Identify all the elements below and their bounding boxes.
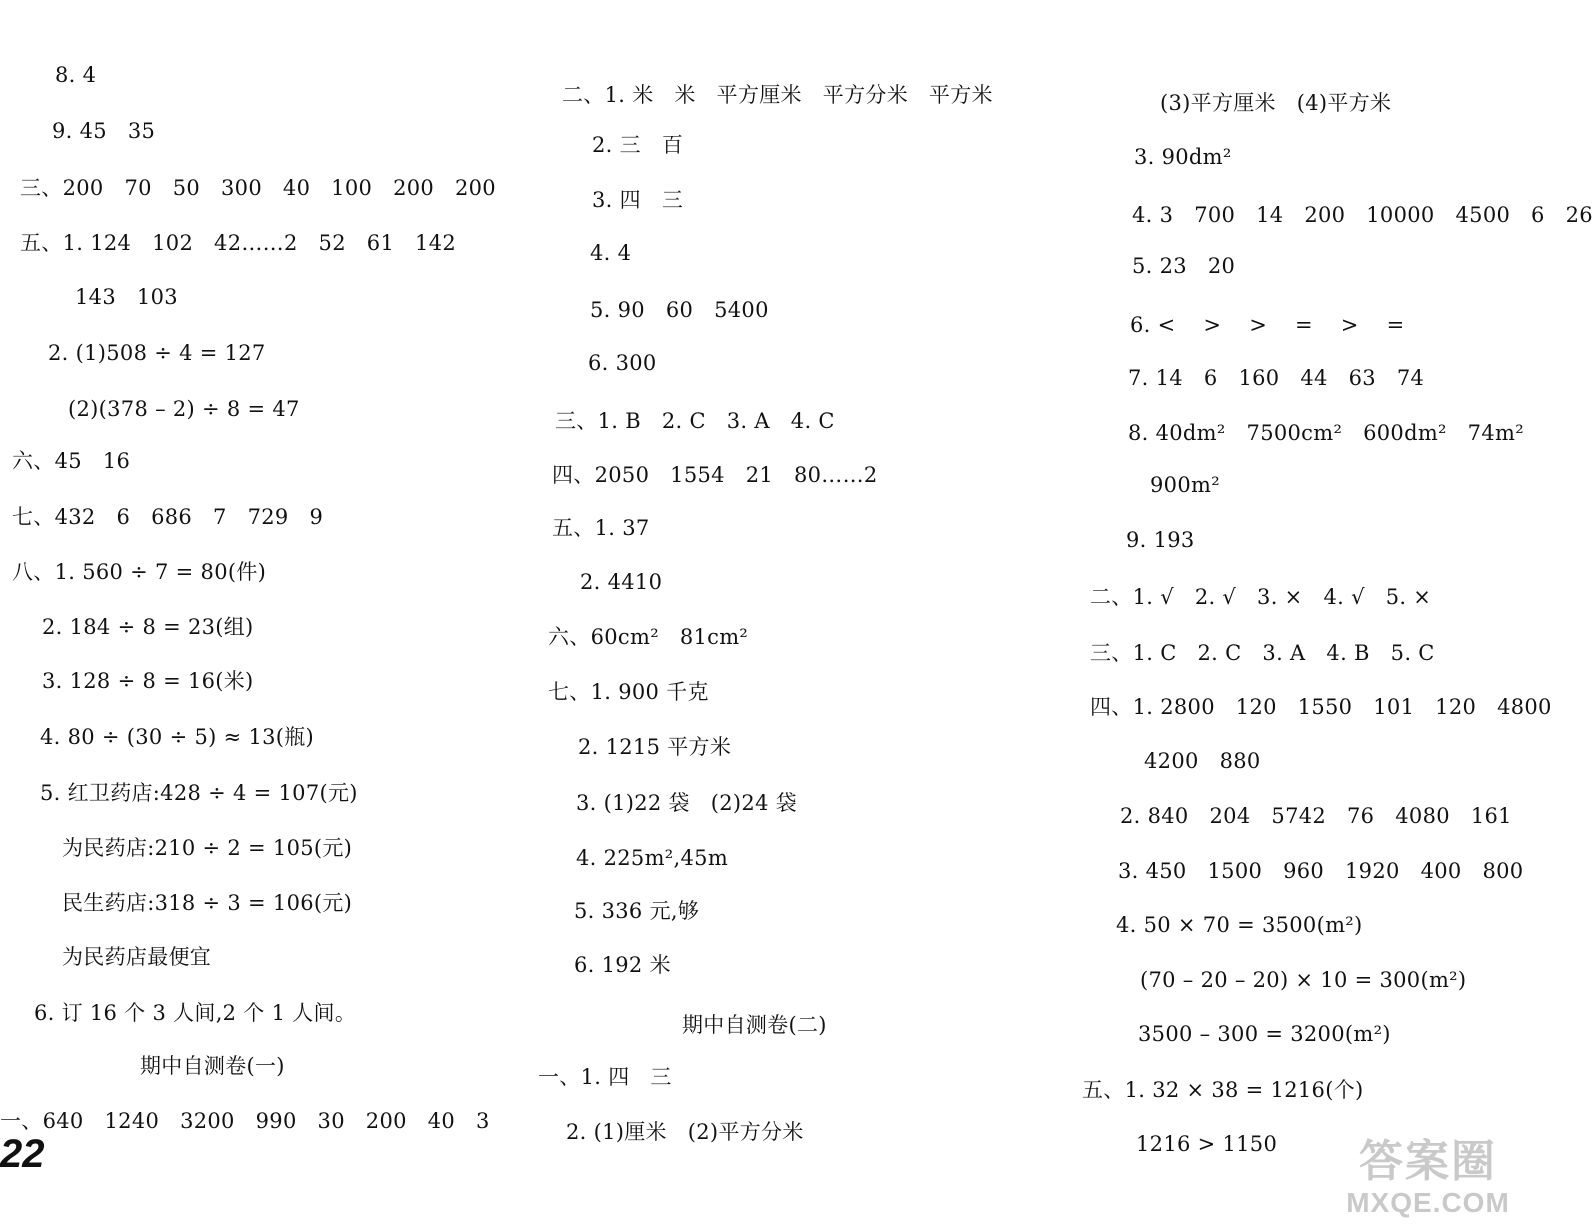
text-line: 2. 184 ÷ 8 = 23(组) <box>42 615 254 639</box>
text-line: 4. 50 × 70 = 3500(m²) <box>1116 913 1363 937</box>
text-line: 8. 40dm² 7500cm² 600dm² 74m² <box>1128 421 1524 445</box>
text-line: 二、1. √ 2. √ 3. × 4. √ 5. × <box>1090 585 1432 609</box>
text-line: 8. 4 <box>55 63 97 87</box>
text-line: 900m² <box>1150 473 1220 497</box>
section-title: 期中自测卷(二) <box>682 1013 827 1037</box>
text-line: 八、1. 560 ÷ 7 = 80(件) <box>12 560 267 584</box>
text-line: 七、1. 900 千克 <box>548 680 709 704</box>
text-line: 1216 > 1150 <box>1136 1132 1278 1156</box>
text-line: 4. 3 700 14 200 10000 4500 6 26 <box>1132 203 1593 227</box>
text-line: 三、1. B 2. C 3. A 4. C <box>555 409 835 433</box>
text-line: 3. 128 ÷ 8 = 16(米) <box>42 669 254 693</box>
text-line: 2. 1215 平方米 <box>578 735 732 759</box>
text-line: 2. (1)厘米 (2)平方分米 <box>566 1120 804 1144</box>
text-line: 3. 90dm² <box>1134 145 1232 169</box>
text-line: 143 103 <box>75 285 178 309</box>
text-line: (70 – 20 – 20) × 10 = 300(m²) <box>1140 968 1467 992</box>
watermark-logo <box>1328 1137 1528 1227</box>
text-line: 为民药店:210 ÷ 2 = 105(元) <box>62 836 353 860</box>
text-line: 3. 450 1500 960 1920 400 800 <box>1118 859 1524 883</box>
text-line: 2. 4410 <box>580 570 663 594</box>
section-title: 期中自测卷(一) <box>140 1054 285 1078</box>
text-line: 5. 23 20 <box>1132 254 1236 278</box>
text-line: 6. < > > = > = <box>1130 313 1405 337</box>
text-line: 三、1. C 2. C 3. A 4. B 5. C <box>1090 641 1435 665</box>
text-line: 三、200 70 50 300 40 100 200 200 <box>20 176 496 200</box>
text-line: 6. 订 16 个 3 人间,2 个 1 人间。 <box>34 1001 357 1025</box>
text-line: 6. 192 米 <box>574 953 671 977</box>
text-line: 6. 300 <box>588 351 657 375</box>
text-line: 3. (1)22 袋 (2)24 袋 <box>576 791 798 815</box>
text-line: 五、1. 124 102 42……2 52 61 142 <box>20 231 457 255</box>
text-line: 五、1. 32 × 38 = 1216(个) <box>1082 1078 1364 1102</box>
text-line: 为民药店最便宜 <box>62 945 212 969</box>
text-line: 六、45 16 <box>12 449 131 473</box>
text-line: 7. 14 6 160 44 63 74 <box>1128 366 1425 390</box>
text-line: 七、432 6 686 7 729 9 <box>12 505 324 529</box>
text-line: 二、1. 米 米 平方厘米 平方分米 平方米 <box>562 83 993 107</box>
text-line: 2. 三 百 <box>592 133 684 157</box>
text-line: 四、1. 2800 120 1550 101 120 4800 <box>1090 695 1552 719</box>
text-line: 5. 90 60 5400 <box>590 298 769 322</box>
text-line: 2. 840 204 5742 76 4080 161 <box>1120 804 1512 828</box>
text-line: 9. 45 35 <box>52 119 156 143</box>
text-line: 4200 880 <box>1144 749 1261 773</box>
text-line: 2. (1)508 ÷ 4 = 127 <box>48 341 266 365</box>
text-line: 3. 四 三 <box>592 188 684 212</box>
watermark-bottom-text: MXQE.COM <box>1346 1187 1510 1218</box>
page-number: 22 <box>0 1132 45 1176</box>
text-line: 4. 80 ÷ (30 ÷ 5) ≈ 13(瓶) <box>40 725 315 749</box>
text-line: 一、1. 四 三 <box>538 1065 672 1089</box>
text-line: 四、2050 1554 21 80……2 <box>552 463 878 487</box>
text-line: 5. 336 元,够 <box>574 899 700 923</box>
text-line: 4. 225m²,45m <box>576 846 729 870</box>
text-line: (3)平方厘米 (4)平方米 <box>1160 91 1392 115</box>
text-line: 五、1. 37 <box>552 516 650 540</box>
watermark-top-text: 答案圈 <box>1359 1137 1497 1186</box>
text-line: 3500 – 300 = 3200(m²) <box>1138 1022 1391 1046</box>
text-line: 9. 193 <box>1126 528 1195 552</box>
text-line: 一、640 1240 3200 990 30 200 40 3 <box>0 1109 490 1133</box>
text-line: 民生药店:318 ÷ 3 = 106(元) <box>62 891 353 915</box>
text-line: (2)(378 – 2) ÷ 8 = 47 <box>68 397 300 421</box>
text-line: 六、60cm² 81cm² <box>548 625 749 649</box>
text-line: 4. 4 <box>590 241 632 265</box>
text-line: 5. 红卫药店:428 ÷ 4 = 107(元) <box>40 781 358 805</box>
